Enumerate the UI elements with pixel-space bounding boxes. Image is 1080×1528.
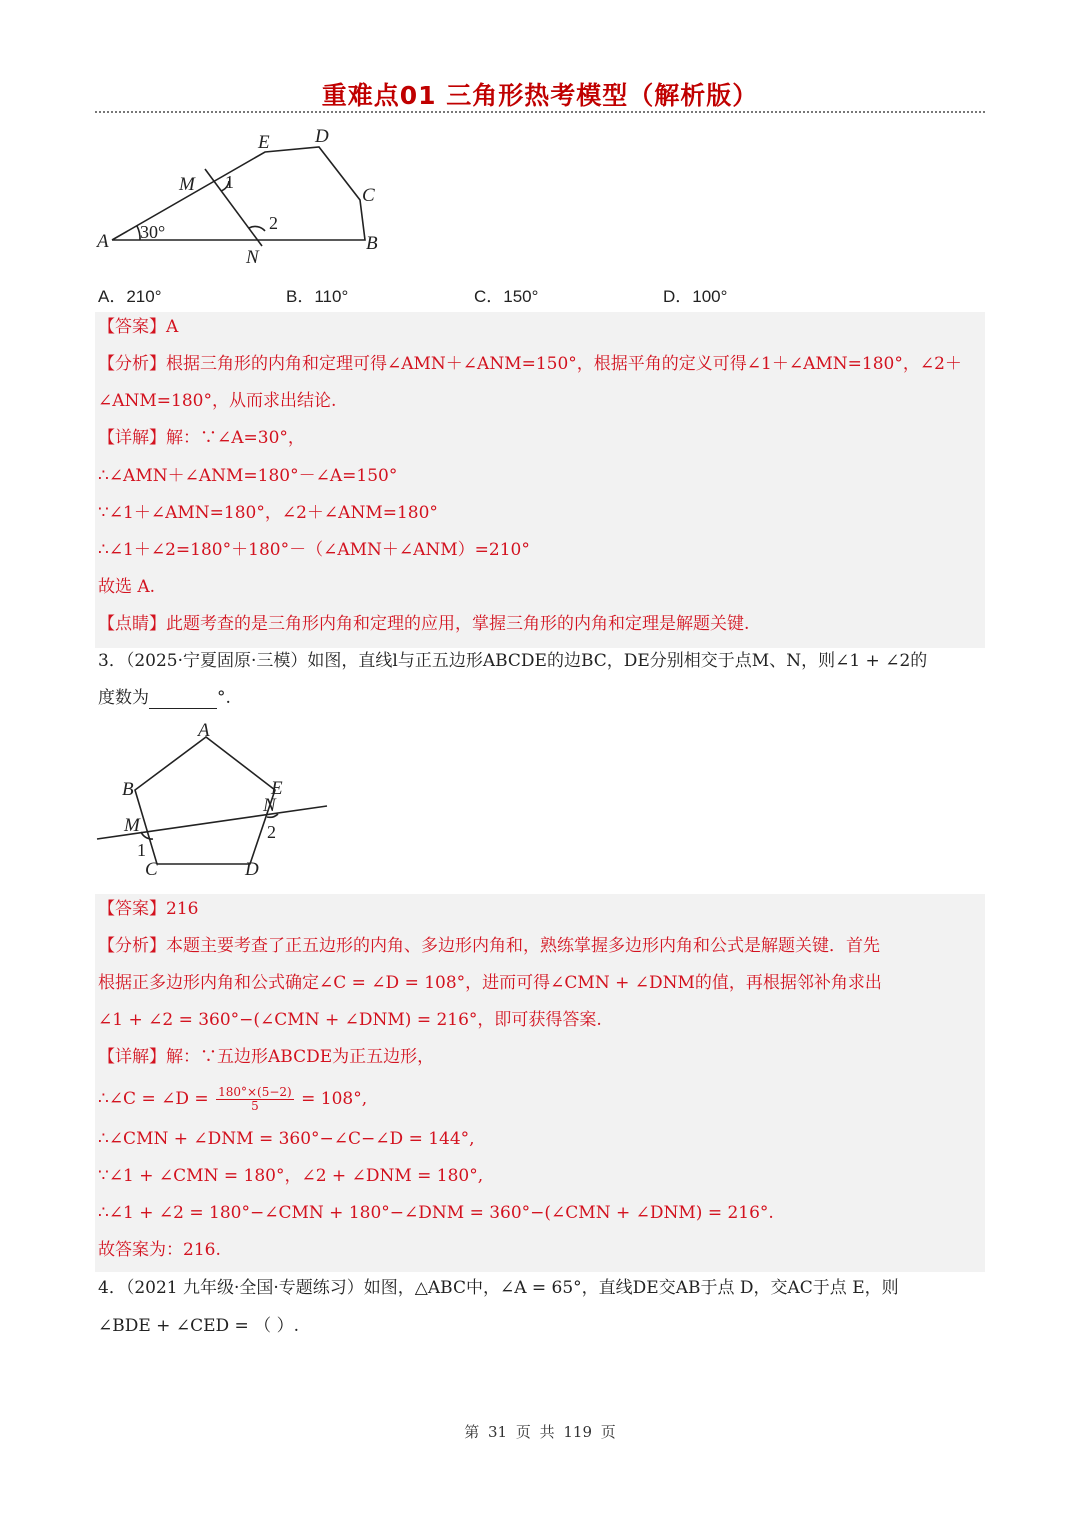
q4-stem-line-2: ∠BDE + ∠CED = （ ）.	[98, 1316, 299, 1336]
q3-detail-head: 【详解】解：∵五边形ABCDE为正五边形，	[98, 1047, 435, 1067]
q2-label-m: M	[179, 174, 195, 195]
q2-label-d: D	[315, 126, 329, 147]
q2-angle-1-label: 1	[225, 172, 234, 192]
q2-label-n: N	[246, 247, 259, 268]
q3-fraction-numerator: 180°×(5−2)	[218, 1085, 292, 1099]
q3-stem-prefix: 度数为	[98, 688, 149, 708]
q2-angle-30-label: 30°	[140, 222, 166, 242]
q3-analysis-line-3: ∠1 + ∠2 = 360°−(∠CMN + ∠DNM) = 216°，即可获得答案.	[98, 1010, 602, 1030]
q3-angle-1-label: 1	[137, 840, 146, 860]
q3-stem-line-2	[98, 687, 231, 709]
q2-choose: 故选 A.	[98, 577, 156, 597]
q3-step-1-rhs: = 108°,	[301, 1089, 368, 1109]
q3-fraction	[216, 1086, 294, 1113]
q3-conclusion: 故答案为：216.	[98, 1240, 221, 1260]
q3-answer: 【答案】216	[98, 899, 199, 919]
q2-step-1: ∴∠AMN＋∠ANM=180°－∠A=150°	[98, 466, 398, 486]
q3-label-c: C	[145, 859, 158, 880]
q2-step-3: ∴∠1＋∠2=180°＋180°－（∠AMN＋∠ANM）=210°	[98, 540, 530, 560]
q2-detail-head: 【详解】解：∵∠A=30°，	[98, 428, 305, 448]
q2-label-c: C	[362, 185, 375, 206]
q3-stem-line-1: 3．（2025·宁夏固原·三模）如图，直线l与正五边形ABCDE的边BC，DE分别相交于点M、N，则∠1 + ∠2的	[98, 651, 928, 671]
q3-stem-suffix: °.	[217, 688, 231, 708]
q3-figure	[95, 718, 335, 886]
q2-option-c: C．150°	[474, 287, 539, 306]
q2-analysis-line-2: ∠ANM=180°，从而求出结论.	[98, 391, 337, 411]
q3-fraction-denominator: 5	[251, 1099, 259, 1113]
q2-option-a: A．210°	[98, 287, 162, 306]
page-footer: 第 31 页 共 119 页	[464, 1423, 616, 1441]
q3-label-b: B	[122, 779, 134, 800]
q3-step-1	[98, 1084, 367, 1114]
q3-analysis-line-1: 【分析】本题主要考查了正五边形的内角、多边形内角和，熟练掌握多边形内角和公式是解题关键．首先	[98, 936, 880, 956]
q3-step-2: ∴∠CMN + ∠DNM = 360°−∠C−∠D = 144°,	[98, 1129, 475, 1149]
q3-angle-2-label: 2	[267, 822, 276, 842]
q2-figure	[95, 120, 395, 270]
q3-label-e: E	[271, 778, 283, 799]
q3-label-m: M	[124, 815, 140, 836]
q3-label-n: N	[263, 795, 276, 816]
q2-step-2: ∵∠1＋∠AMN=180°，∠2＋∠ANM=180°	[98, 503, 438, 523]
q2-label-e: E	[258, 132, 270, 153]
q2-angle-2-label: 2	[269, 213, 278, 233]
q2-analysis-line-1: 【分析】根据三角形的内角和定理可得∠AMN＋∠ANM=150°，根据平角的定义可得∠1＋∠AMN=180°，∠2＋	[98, 354, 962, 374]
q2-label-b: B	[366, 233, 378, 254]
q2-option-d: D．100°	[663, 287, 728, 306]
q3-pentagon	[135, 737, 275, 864]
q2-option-b: B．110°	[286, 287, 349, 306]
q2-answer: 【答案】A	[98, 317, 179, 337]
q3-analysis-line-2: 根据正多边形内角和公式确定∠C = ∠D = 108°，进而可得∠CMN + ∠DNM的值，再根据邻补角求出	[98, 973, 882, 993]
q3-step-4: ∴∠1 + ∠2 = 180°−∠CMN + 180°−∠DNM = 360°−(∠CMN + ∠DNM) = 216°.	[98, 1203, 774, 1223]
q4-stem-line-1: 4．（2021 九年级·全国·专题练习）如图，△ABC中，∠A = 65°，直线DE交AB于点 D，交AC于点 E，则	[98, 1278, 899, 1298]
q3-step-1-lhs: ∴∠C = ∠D =	[98, 1089, 209, 1109]
q2-angle-2-arc	[249, 226, 265, 231]
q3-label-a: A	[198, 720, 210, 741]
page-title: 重难点01 三角形热考模型（解析版）	[321, 81, 759, 110]
q3-label-d: D	[245, 859, 259, 880]
q3-step-3: ∵∠1 + ∠CMN = 180°，∠2 + ∠DNM = 180°,	[98, 1166, 484, 1186]
q3-answer-blank	[149, 690, 217, 709]
title-divider	[95, 111, 985, 113]
q2-label-a: A	[97, 231, 109, 252]
q2-comment: 【点睛】此题考查的是三角形内角和定理的应用，掌握三角形的内角和定理是解题关键.	[98, 614, 750, 634]
